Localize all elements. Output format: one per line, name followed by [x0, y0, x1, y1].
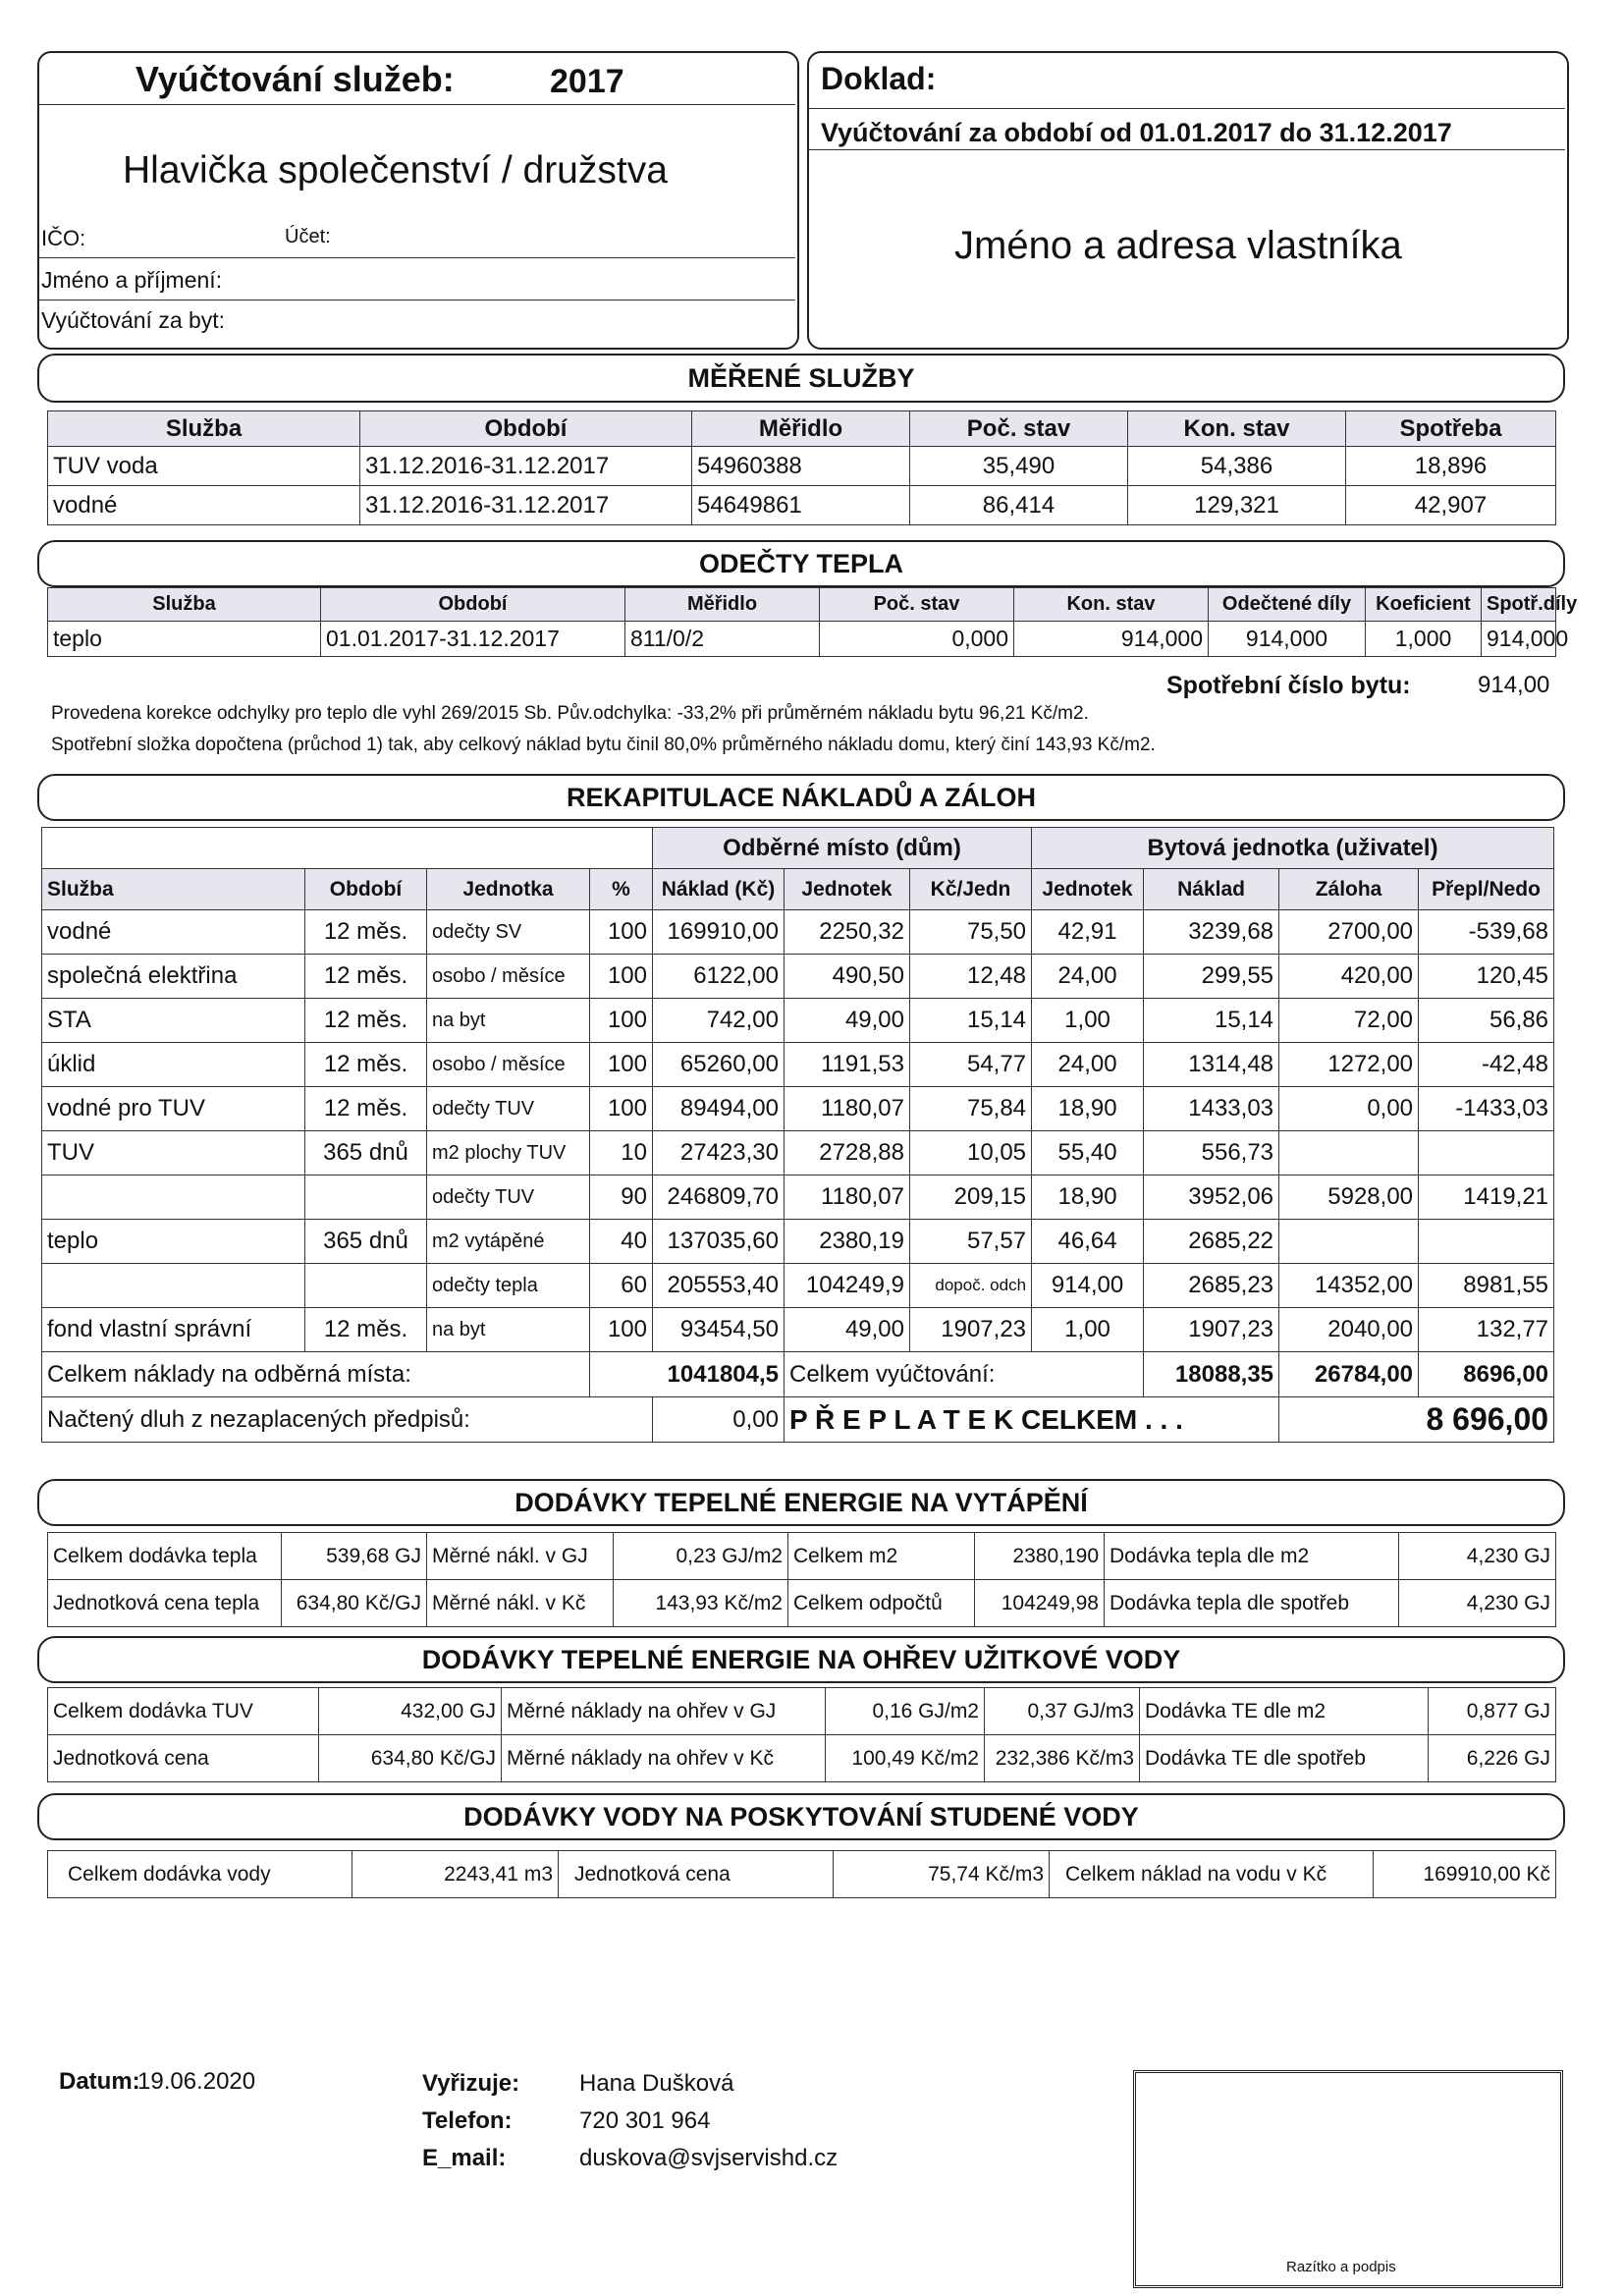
metered-table	[47, 410, 1556, 525]
title-label: Vyúčtování služeb:	[135, 59, 455, 99]
consumption-label: Spotřební číslo bytu:	[1166, 672, 1411, 699]
email-value[interactable]: duskova@svjservishd.cz	[579, 2145, 839, 2171]
stamp-label: Razítko a podpis	[1286, 2259, 1396, 2275]
debt-value: 0,00	[653, 1397, 785, 1443]
table-row: Celkem dodávka TUV 432,00 GJ Měrné náklady na ohřev v GJ 0,16 GJ/m2 0,37 GJ/m3 Dodávka TE dle m2 0,877 GJ	[48, 1688, 1556, 1735]
table-row: vodné pro TUV 12 měs. odečty TUV 100 89494,00 1180,07 75,84 18,90 1433,03 0,00 -1433,03	[42, 1087, 1554, 1131]
table-row: teplo 365 dnů m2 vytápěné 40 137035,60 2380,19 57,57 46,64 2685,22	[42, 1220, 1554, 1264]
coldwater-table	[47, 1850, 1556, 1898]
coldwater-banner	[37, 1793, 1565, 1840]
table-row: vodné 31.12.2016-31.12.2017 54649861 86,414 129,321 42,907	[48, 486, 1556, 525]
table-row: teplo 01.01.2017-31.12.2017 811/0/2 0,000 914,000 914,000 1,000 914,000	[48, 622, 1556, 657]
recap-title: REKAPITULACE NÁKLADŮ A ZÁLOH	[567, 783, 1036, 812]
col-obdobi: Období	[360, 411, 692, 447]
table-row: TUV 365 dnů m2 plochy TUV 10 27423,30 2728,88 10,05 55,40 556,73	[42, 1131, 1554, 1175]
col-sluzba: Služba	[48, 411, 360, 447]
table-row: Celkem dodávka tepla 539,68 GJ Měrné nákl. v GJ 0,23 GJ/m2 Celkem m2 2380,190 Dodávka tepla dle m2 4,230 GJ	[48, 1533, 1556, 1580]
table-row: fond vlastní správní 12 měs. na byt 100 93454,50 49,00 1907,23 1,00 1907,23 2040,00 132,77	[42, 1308, 1554, 1352]
recap-table: Odběrné místo (dům) Bytová jednotka (uživatel) Služba Období Jednotka % Náklad (Kč) Jednotek Kč/Jedn Jednotek Náklad Záloha Přepl/Nedo vodné 12 měs. odečty SV 100 169910,00 2250,32 75,50 42,91 3239,68 2700,00 -539,68 společná elektřina 12 měs. osobo / měsíce 100 6122,00 490,50 12,48 24,00 299,55 420,00 120,45 STA 12 měs. na byt 100 742,00 49,00 15,14 1,00 15,14 72,00 56,86 úklid 12 měs. osobo / měsíce 100 65260,00 1191,53 54,77 24,00 1314,48 1272,00 -42,48 vodné pro TUV 12 měs. odečty TUV 100 89494,00 1180,07 75,84 18,90 1433,03 0,00 -1433,03 TUV 365 dnů m2 plochy TUV 10 27423,30 2728,88 10,05 55,40 556,73 odečty TUV 90 246809,70 1180,07 209,15 18,90 3952,06 5928,00 1419,21 teplo 365 dnů m2 vytápěné 40 137035,60 2380,19 57,57 46,64 2685,22 odečty tepla 60 205553,40 104249,9 dopoč. odch 914,00 2685,23 14352,00 8981,55 fond vlastní správní 12 měs. na byt 100 93454,50 49,00 1907,23 1,00 1907,23 2040,00 132,77 Celkem náklady na odběrná místa: 1041804,5 Celkem vyúčtování: 18088,35 26784,00 8696,00 Načtený dluh z nezaplacených předpisů: 0,00 P Ř E P L A T E K CELKEM . . . 8 696,00	[41, 827, 1554, 1443]
table-row: odečty tepla 60 205553,40 104249,9 dopoč. odch 914,00 2685,23 14352,00 8981,55	[42, 1264, 1554, 1308]
heat-note-1: Provedena korekce odchylky pro teplo dle vyhl 269/2015 Sb. Pův.odchylka: -33,2% při průměrném nákladu bytu 96,21 Kč/m2.	[51, 703, 1089, 724]
overpay-label: P Ř E P L A T E K CELKEM . . .	[785, 1397, 1279, 1443]
recap-banner	[37, 774, 1565, 821]
metered-banner	[37, 354, 1565, 403]
group-unit: Bytová jednotka (uživatel)	[1032, 828, 1554, 869]
table-row: Jednotková cena tepla 634,80 Kč/GJ Měrné nákl. v Kč 143,93 Kč/m2 Celkem odpočtů 104249,98 Dodávka tepla dle spotřeb 4,230 GJ	[48, 1580, 1556, 1627]
col-meridlo: Měřidlo	[692, 411, 910, 447]
table-row: úklid 12 měs. osobo / měsíce 100 65260,00 1191,53 54,77 24,00 1314,48 1272,00 -42,48	[42, 1043, 1554, 1087]
total-billing-label: Celkem vyúčtování:	[785, 1352, 1144, 1397]
debt-label: Načtený dluh z nezaplacených předpisů:	[42, 1397, 653, 1443]
group-house: Odběrné místo (dům)	[653, 828, 1032, 869]
consumption-value: 914,00	[1478, 672, 1550, 698]
handler-value: Hana Dušková	[579, 2070, 734, 2097]
name-label: Jméno a příjmení:	[41, 267, 223, 293]
heat-note-2: Spotřební složka dopočtena (průchod 1) tak, aby celkový náklad bytu činil 80,0% průměrného nákladu domu, který činí 143,93 Kč/m2.	[51, 735, 1156, 755]
total-cost: 18088,35	[1144, 1352, 1279, 1397]
coldwater-title: DODÁVKY VODY NA POSKYTOVÁNÍ STUDENÉ VODY	[463, 1802, 1139, 1831]
phone-label: Telefon:	[422, 2107, 513, 2134]
col-kon-stav: Kon. stav	[1128, 411, 1346, 447]
table-row: TUV voda 31.12.2016-31.12.2017 54960388 35,490 54,386 18,896	[48, 447, 1556, 486]
heating-title: DODÁVKY TEPELNÉ ENERGIE NA VYTÁPĚNÍ	[514, 1488, 1088, 1517]
metered-title: MĚŘENÉ SLUŽBY	[687, 363, 915, 393]
hotwater-banner	[37, 1636, 1565, 1683]
email-label: E_mail:	[422, 2145, 507, 2171]
date-value: 19.06.2020	[137, 2068, 256, 2095]
total-costs-value: 1041804,5	[590, 1352, 785, 1397]
total-balance: 8696,00	[1419, 1352, 1554, 1397]
col-poc-stav: Poč. stav	[910, 411, 1128, 447]
table-row: vodné 12 měs. odečty SV 100 169910,00 2250,32 75,50 42,91 3239,68 2700,00 -539,68	[42, 910, 1554, 955]
heating-banner	[37, 1479, 1565, 1526]
table-row: odečty TUV 90 246809,70 1180,07 209,15 18,90 3952,06 5928,00 1419,21	[42, 1175, 1554, 1220]
ico-label: IČO:	[41, 226, 86, 250]
col-spotreba: Spotřeba	[1346, 411, 1556, 447]
total-costs-label: Celkem náklady na odběrná místa:	[42, 1352, 590, 1397]
heat-banner	[37, 540, 1565, 587]
hotwater-table	[47, 1687, 1556, 1782]
hotwater-title: DODÁVKY TEPELNÉ ENERGIE NA OHŘEV UŽITKOVÉ VODY	[421, 1645, 1181, 1674]
date-label: Datum:	[59, 2068, 140, 2095]
overpay-value: 8 696,00	[1279, 1397, 1554, 1443]
doklad-label: Doklad:	[821, 61, 937, 96]
ucet-label: Účet:	[285, 226, 331, 247]
table-row: společná elektřina 12 měs. osobo / měsíce 100 6122,00 490,50 12,48 24,00 299,55 420,00 120,45	[42, 955, 1554, 999]
total-advance: 26784,00	[1279, 1352, 1419, 1397]
period-text: Vyúčtování za období od 01.01.2017 do 31.12.2017	[821, 118, 1452, 147]
handler-label: Vyřizuje:	[422, 2070, 520, 2097]
heat-title: ODEČTY TEPLA	[698, 549, 904, 578]
stamp-box	[1133, 2070, 1563, 2288]
phone-value: 720 301 964	[579, 2107, 711, 2134]
association-header: Hlavička společenství / družstva	[123, 149, 668, 191]
year: 2017	[550, 63, 624, 100]
heat-table: Služba Období Měřidlo Poč. stav Kon. stav Odečtené díly Koeficient Spotř.díly teplo 01.01.2017-31.12.2017 811/0/2 0,000 914,000 914,000 1,000 914,000	[47, 587, 1556, 657]
table-row: STA 12 měs. na byt 100 742,00 49,00 15,14 1,00 15,14 72,00 56,86	[42, 999, 1554, 1043]
flat-label: Vyúčtování za byt:	[41, 307, 226, 333]
owner-placeholder: Jméno a adresa vlastníka	[954, 224, 1402, 267]
heating-table	[47, 1532, 1556, 1627]
table-row: Celkem dodávka vody 2243,41 m3 Jednotková cena 75,74 Kč/m3 Celkem náklad na vodu v Kč 169910,00 Kč	[48, 1851, 1556, 1898]
table-row: Jednotková cena 634,80 Kč/GJ Měrné náklady na ohřev v Kč 100,49 Kč/m2 232,386 Kč/m3 Dodávka TE dle spotřeb 6,226 GJ	[48, 1735, 1556, 1782]
